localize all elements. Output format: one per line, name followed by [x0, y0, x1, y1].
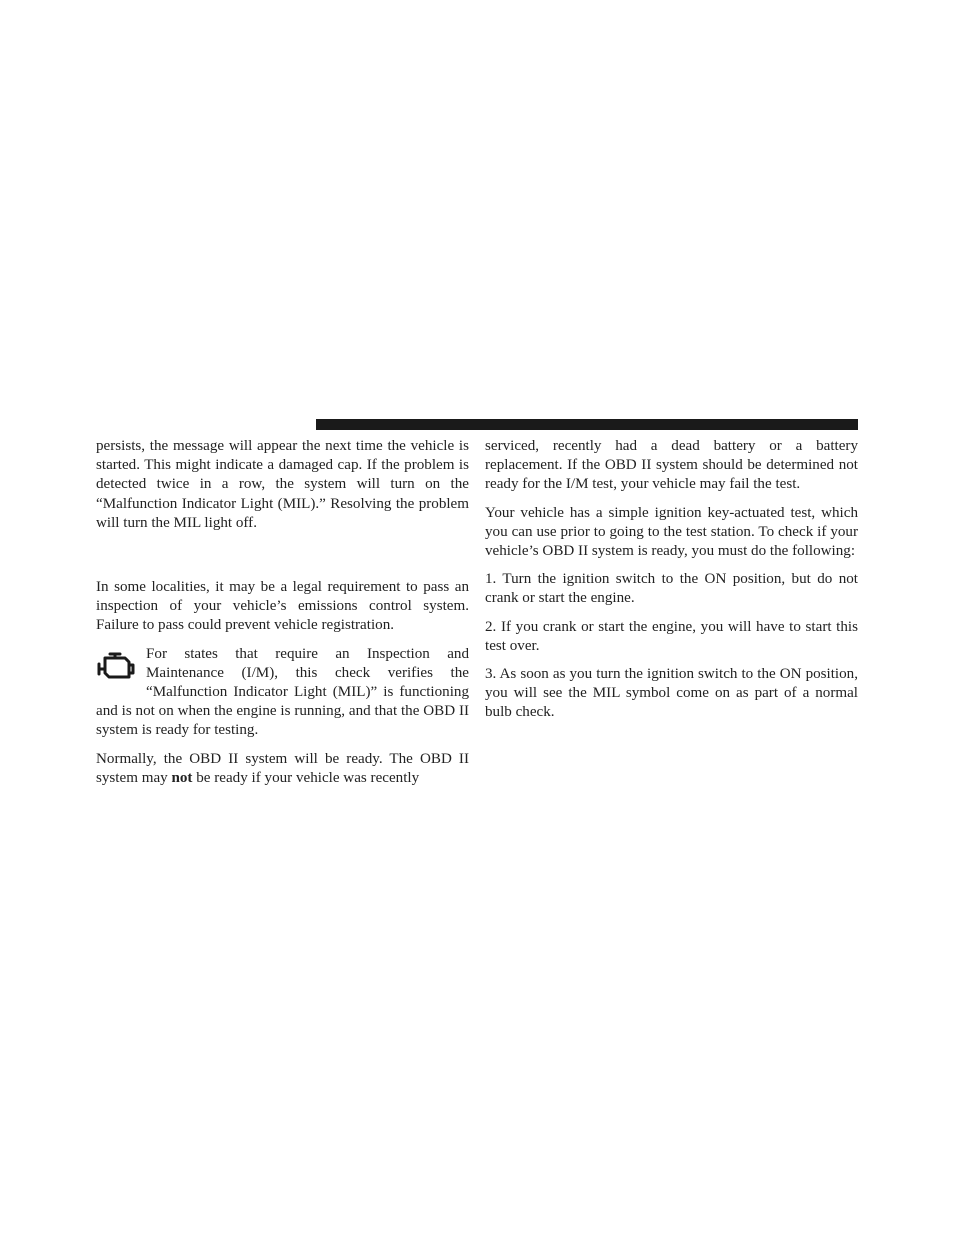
paragraph-key-test: Your vehicle has a simple ignition key-actuated test, which you can use prior to going to the test station. To check if your vehicle’s OBD II system is ready, you must do the following: — [485, 504, 858, 560]
paragraph-obd-ready — [96, 750, 469, 788]
obd-ready-emphasis: not — [171, 769, 193, 786]
header-rule — [316, 419, 858, 430]
paragraph-fuel-cap: persists, the message will appear the next time the vehicle is started. This might indicate a damaged cap. If the problem is detected twice in a row, the system will turn on the “Malfunction Indicator Light (MIL).” Resolving the problem will turn the MIL light off. — [96, 438, 469, 531]
check-engine-icon — [96, 648, 138, 686]
paragraph-emissions-inspection: In some localities, it may be a legal requirement to pass an inspection of your vehicle’s emissions control system. Failure to pass could prevent vehicle registration. — [96, 579, 469, 634]
right-column — [485, 437, 858, 732]
paragraph-obd-not-ready: serviced, recently had a dead battery or a battery replacement. If the OBD II system should be determined not ready for the I/M test, your vehicle may fail the test. — [485, 438, 858, 493]
paragraph-im-check — [96, 645, 469, 741]
obd-ready-text-start: Normally, the OBD II system will be ready. The OBD II system may — [96, 750, 469, 786]
im-check-text: For states that require an Inspection and Maintenance (I/M), this check verifies the “Malfunction Indicator Light (MIL)” is functioning and is not on when the engine is running, and that the OBD II system is ready for testing. — [96, 645, 469, 739]
step-2: 2. If you crank or start the engine, you will have to start this test over. — [485, 618, 858, 654]
obd-ready-text-end: be ready if your vehicle was recently — [192, 769, 420, 786]
step-3: 3. As soon as you turn the ignition switch to the ON position, you will see the MIL symbol come on as part of a normal bulb check. — [485, 666, 858, 721]
step-1: 1. Turn the ignition switch to the ON position, but do not crank or start the engine. — [485, 571, 858, 607]
left-column — [96, 437, 469, 797]
